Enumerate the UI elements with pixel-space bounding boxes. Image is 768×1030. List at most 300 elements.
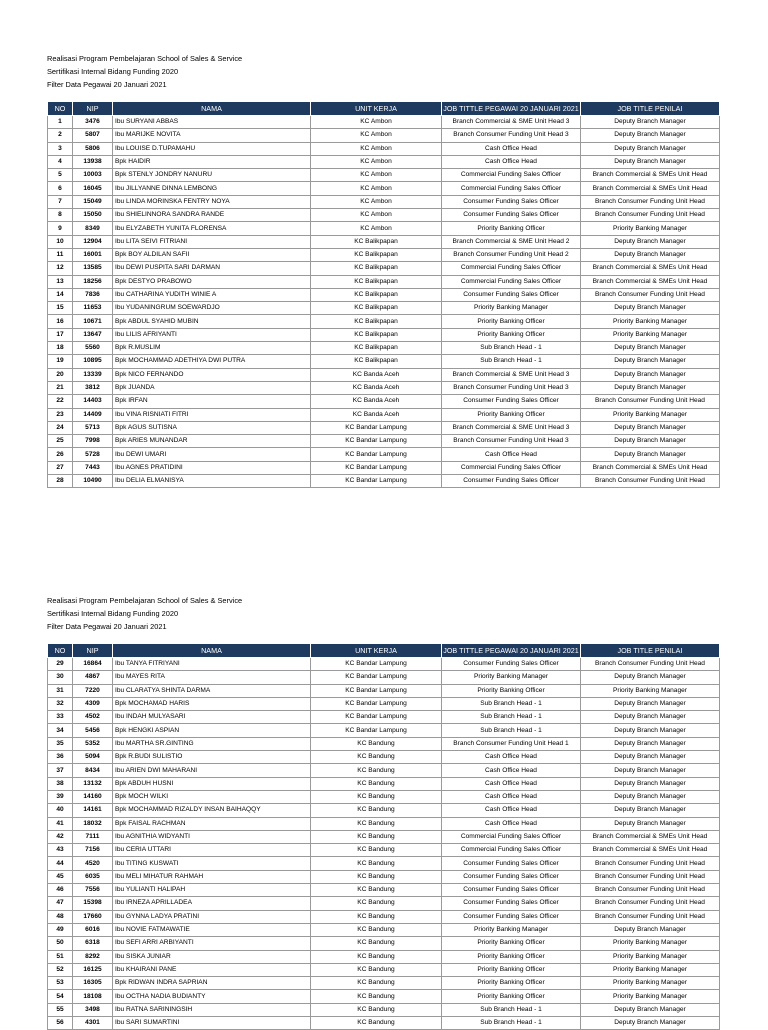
col-header-nip: NIP: [73, 102, 113, 116]
cell-job-title: Consumer Funding Sales Officer: [442, 395, 581, 408]
cell-no: 43: [48, 844, 73, 857]
cell-nip: 8434: [73, 764, 113, 777]
cell-unit-kerja: KC Balikpapan: [311, 235, 442, 248]
cell-nama: Bpk RIDWAN INDRA SAPRIAN: [113, 977, 311, 990]
table-row: [48, 315, 720, 328]
cell-unit-kerja: KC Balikpapan: [311, 262, 442, 275]
cell-no: 24: [48, 421, 73, 434]
cell-job-title: Branch Consumer Funding Unit Head 3: [442, 435, 581, 448]
table-body: [48, 116, 720, 488]
cell-no: 2: [48, 129, 73, 142]
cell-unit-kerja: KC Balikpapan: [311, 248, 442, 261]
table-header-row: [48, 102, 720, 116]
table-row: [48, 395, 720, 408]
cell-job-title-penilai: Branch Consumer Funding Unit Head: [581, 884, 720, 897]
col-header-no: NO: [48, 102, 73, 116]
cell-nama: Ibu IRNEZA APRILLADEA: [113, 897, 311, 910]
cell-nama: Bpk BOY ALDILAN SAFII: [113, 248, 311, 261]
cell-job-title-penilai: Priority Banking Manager: [581, 408, 720, 421]
table-row: [48, 342, 720, 355]
cell-nama: Ibu MAYES RITA: [113, 671, 311, 684]
cell-nip: 14160: [73, 790, 113, 803]
cell-no: 38: [48, 777, 73, 790]
cell-job-title-penilai: Deputy Branch Manager: [581, 923, 720, 936]
cell-job-title: Sub Branch Head - 1: [442, 711, 581, 724]
table-row: [48, 248, 720, 261]
cell-job-title-penilai: Deputy Branch Manager: [581, 764, 720, 777]
cell-nip: 13938: [73, 155, 113, 168]
cell-job-title: Consumer Funding Sales Officer: [442, 475, 581, 488]
table-row: [48, 155, 720, 168]
cell-nama: Ibu YUDANINGRUM SOEWARDJO: [113, 302, 311, 315]
col-header-job-title: JOB TITTLE PEGAWAI 20 JANUARI 2021: [442, 644, 581, 658]
cell-unit-kerja: KC Bandar Lampung: [311, 658, 442, 671]
cell-unit-kerja: KC Ambon: [311, 155, 442, 168]
cell-nama: Ibu TITING KUSWATI: [113, 857, 311, 870]
table-header-row: [48, 644, 720, 658]
cell-job-title-penilai: Deputy Branch Manager: [581, 142, 720, 155]
cell-nip: 13585: [73, 262, 113, 275]
report-section-1: [47, 52, 719, 488]
report-section-2: [47, 594, 719, 1030]
cell-unit-kerja: KC Bandung: [311, 977, 442, 990]
cell-no: 6: [48, 182, 73, 195]
cell-job-title: Branch Commercial & SME Unit Head 2: [442, 235, 581, 248]
table-row: [48, 302, 720, 315]
cell-no: 50: [48, 937, 73, 950]
cell-no: 19: [48, 355, 73, 368]
cell-nip: 13339: [73, 368, 113, 381]
cell-job-title-penilai: Deputy Branch Manager: [581, 751, 720, 764]
cell-nama: Ibu INDAH MULYASARI: [113, 711, 311, 724]
cell-no: 4: [48, 155, 73, 168]
table-row: [48, 870, 720, 883]
cell-unit-kerja: KC Bandar Lampung: [311, 671, 442, 684]
cell-unit-kerja: KC Bandung: [311, 897, 442, 910]
cell-unit-kerja: KC Bandung: [311, 1017, 442, 1030]
cell-nama: Bpk MOCHAMAD HARIS: [113, 697, 311, 710]
cell-job-title: Branch Consumer Funding Unit Head 1: [442, 737, 581, 750]
cell-no: 21: [48, 381, 73, 394]
table-row: [48, 724, 720, 737]
cell-nip: 15398: [73, 897, 113, 910]
cell-nip: 14409: [73, 408, 113, 421]
cell-unit-kerja: KC Bandar Lampung: [311, 697, 442, 710]
cell-job-title: Priority Banking Officer: [442, 222, 581, 235]
cell-no: 27: [48, 461, 73, 474]
table-row: [48, 737, 720, 750]
table-row: [48, 129, 720, 142]
cell-no: 42: [48, 830, 73, 843]
employee-table-2: [47, 643, 720, 1030]
cell-unit-kerja: KC Bandung: [311, 910, 442, 923]
cell-job-title: Consumer Funding Sales Officer: [442, 288, 581, 301]
table-row: [48, 697, 720, 710]
cell-job-title: Cash Office Head: [442, 142, 581, 155]
cell-unit-kerja: KC Bandung: [311, 937, 442, 950]
cell-job-title-penilai: Deputy Branch Manager: [581, 116, 720, 129]
cell-nama: Ibu YULIANTI HALIPAH: [113, 884, 311, 897]
cell-nama: Ibu TANYA FITRIYANI: [113, 658, 311, 671]
cell-nama: Ibu DEWI PUSPITA SARI DARMAN: [113, 262, 311, 275]
cell-unit-kerja: KC Bandung: [311, 923, 442, 936]
cell-job-title: Cash Office Head: [442, 764, 581, 777]
table-row: [48, 844, 720, 857]
cell-job-title-penilai: Priority Banking Manager: [581, 315, 720, 328]
cell-job-title: Consumer Funding Sales Officer: [442, 195, 581, 208]
cell-nip: 4520: [73, 857, 113, 870]
table-row: [48, 209, 720, 222]
cell-job-title-penilai: Branch Commercial & SMEs Unit Head: [581, 182, 720, 195]
cell-nip: 7443: [73, 461, 113, 474]
cell-no: 48: [48, 910, 73, 923]
cell-job-title: Consumer Funding Sales Officer: [442, 857, 581, 870]
cell-unit-kerja: KC Balikpapan: [311, 328, 442, 341]
table-row: [48, 116, 720, 129]
table-row: [48, 275, 720, 288]
cell-nama: Bpk HAIDIR: [113, 155, 311, 168]
table-row: [48, 963, 720, 976]
cell-no: 20: [48, 368, 73, 381]
cell-nip: 10003: [73, 169, 113, 182]
cell-job-title-penilai: Branch Consumer Funding Unit Head: [581, 209, 720, 222]
cell-nip: 14161: [73, 804, 113, 817]
cell-nip: 15049: [73, 195, 113, 208]
cell-job-title-penilai: Deputy Branch Manager: [581, 711, 720, 724]
cell-nip: 12904: [73, 235, 113, 248]
cell-job-title: Branch Consumer Funding Unit Head 3: [442, 381, 581, 394]
cell-unit-kerja: KC Ambon: [311, 182, 442, 195]
cell-nip: 7998: [73, 435, 113, 448]
cell-job-title: Priority Banking Officer: [442, 328, 581, 341]
cell-job-title: Branch Commercial & SME Unit Head 3: [442, 116, 581, 129]
cell-job-title-penilai: Deputy Branch Manager: [581, 421, 720, 434]
cell-job-title-penilai: Priority Banking Manager: [581, 684, 720, 697]
cell-nama: Ibu MARIJKE NOVITA: [113, 129, 311, 142]
cell-no: 30: [48, 671, 73, 684]
cell-nama: Bpk R.BUDI SULISTIO: [113, 751, 311, 764]
cell-job-title-penilai: Deputy Branch Manager: [581, 448, 720, 461]
cell-job-title-penilai: Priority Banking Manager: [581, 222, 720, 235]
cell-unit-kerja: KC Balikpapan: [311, 355, 442, 368]
cell-nip: 3498: [73, 1003, 113, 1016]
cell-unit-kerja: KC Balikpapan: [311, 315, 442, 328]
table-row: [48, 990, 720, 1003]
cell-nama: Bpk IRFAN: [113, 395, 311, 408]
table-row: [48, 448, 720, 461]
cell-unit-kerja: KC Bandung: [311, 950, 442, 963]
report-title: Realisasi Program Pembelajaran School of Sales & Service: [47, 596, 243, 605]
cell-unit-kerja: KC Ambon: [311, 142, 442, 155]
cell-no: 23: [48, 408, 73, 421]
col-header-no: NO: [48, 644, 73, 658]
cell-no: 49: [48, 923, 73, 936]
cell-unit-kerja: KC Bandar Lampung: [311, 724, 442, 737]
cell-job-title: Cash Office Head: [442, 804, 581, 817]
cell-job-title-penilai: Deputy Branch Manager: [581, 355, 720, 368]
cell-nip: 18256: [73, 275, 113, 288]
cell-unit-kerja: KC Bandung: [311, 844, 442, 857]
cell-nama: Ibu DELIA ELMANISYA: [113, 475, 311, 488]
report-filter: Filter Data Pegawai 20 Januari 2021: [47, 622, 167, 631]
cell-no: 26: [48, 448, 73, 461]
col-header-nama: NAMA: [113, 644, 311, 658]
cell-job-title: Branch Commercial & SME Unit Head 3: [442, 421, 581, 434]
cell-job-title-penilai: Deputy Branch Manager: [581, 248, 720, 261]
table-row: [48, 684, 720, 697]
cell-unit-kerja: KC Bandar Lampung: [311, 435, 442, 448]
cell-job-title: Priority Banking Officer: [442, 950, 581, 963]
cell-job-title: Priority Banking Officer: [442, 408, 581, 421]
cell-nama: Ibu JILLYANNE DINNA LEMBONG: [113, 182, 311, 195]
cell-no: 28: [48, 475, 73, 488]
cell-no: 3: [48, 142, 73, 155]
cell-no: 37: [48, 764, 73, 777]
cell-nip: 8292: [73, 950, 113, 963]
cell-job-title-penilai: Branch Consumer Funding Unit Head: [581, 870, 720, 883]
cell-nip: 16001: [73, 248, 113, 261]
cell-job-title: Commercial Funding Sales Officer: [442, 182, 581, 195]
table-row: [48, 857, 720, 870]
cell-no: 39: [48, 790, 73, 803]
cell-no: 14: [48, 288, 73, 301]
cell-no: 44: [48, 857, 73, 870]
table-row: [48, 381, 720, 394]
cell-nama: Ibu CATHARINA YUDITH WINIE A: [113, 288, 311, 301]
table-row: [48, 1003, 720, 1016]
cell-no: 7: [48, 195, 73, 208]
table-row: [48, 658, 720, 671]
cell-job-title: Consumer Funding Sales Officer: [442, 870, 581, 883]
cell-no: 8: [48, 209, 73, 222]
cell-job-title: Consumer Funding Sales Officer: [442, 209, 581, 222]
cell-unit-kerja: KC Ambon: [311, 222, 442, 235]
table-row: [48, 461, 720, 474]
cell-nama: Ibu OCTHA NADIA BUDIANTY: [113, 990, 311, 1003]
cell-no: 46: [48, 884, 73, 897]
cell-nip: 4309: [73, 697, 113, 710]
cell-job-title: Commercial Funding Sales Officer: [442, 830, 581, 843]
cell-nama: Bpk MOCH WILKI: [113, 790, 311, 803]
cell-job-title-penilai: Priority Banking Manager: [581, 977, 720, 990]
table-row: [48, 977, 720, 990]
cell-nama: Ibu KHAIRANI PANE: [113, 963, 311, 976]
cell-job-title: Cash Office Head: [442, 777, 581, 790]
cell-no: 10: [48, 235, 73, 248]
cell-nama: Bpk ARIES MUNANDAR: [113, 435, 311, 448]
cell-no: 51: [48, 950, 73, 963]
cell-nip: 16305: [73, 977, 113, 990]
cell-job-title: Cash Office Head: [442, 817, 581, 830]
cell-unit-kerja: KC Ambon: [311, 169, 442, 182]
cell-unit-kerja: KC Bandung: [311, 804, 442, 817]
report-subtitle: Sertifikasi Internal Bidang Funding 2020: [47, 67, 179, 76]
cell-nip: 16864: [73, 658, 113, 671]
cell-nama: Ibu LINDA MORINSKA FENTRY NOYA: [113, 195, 311, 208]
cell-nama: Ibu MELI MIHATUR RAHMAH: [113, 870, 311, 883]
cell-job-title: Priority Banking Officer: [442, 963, 581, 976]
cell-job-title-penilai: Deputy Branch Manager: [581, 737, 720, 750]
cell-no: 52: [48, 963, 73, 976]
cell-job-title: Sub Branch Head - 1: [442, 697, 581, 710]
cell-job-title-penilai: Branch Commercial & SMEs Unit Head: [581, 275, 720, 288]
col-header-nama: NAMA: [113, 102, 311, 116]
cell-no: 1: [48, 116, 73, 129]
cell-unit-kerja: KC Banda Aceh: [311, 408, 442, 421]
cell-job-title: Priority Banking Officer: [442, 977, 581, 990]
cell-unit-kerja: KC Bandung: [311, 963, 442, 976]
cell-nama: Ibu SARI SUMARTINI: [113, 1017, 311, 1030]
cell-nip: 5713: [73, 421, 113, 434]
cell-nama: Bpk ABDUL SYAHID MUBIN: [113, 315, 311, 328]
cell-nip: 16125: [73, 963, 113, 976]
cell-job-title-penilai: Deputy Branch Manager: [581, 790, 720, 803]
cell-unit-kerja: KC Ambon: [311, 129, 442, 142]
cell-nip: 18032: [73, 817, 113, 830]
table-row: [48, 235, 720, 248]
cell-no: 33: [48, 711, 73, 724]
col-header-unit-kerja: UNIT KERJA: [311, 102, 442, 116]
table-row: [48, 790, 720, 803]
cell-job-title-penilai: Branch Consumer Funding Unit Head: [581, 475, 720, 488]
cell-unit-kerja: KC Bandar Lampung: [311, 711, 442, 724]
cell-job-title-penilai: Branch Consumer Funding Unit Head: [581, 288, 720, 301]
cell-job-title-penilai: Branch Commercial & SMEs Unit Head: [581, 169, 720, 182]
cell-job-title: Sub Branch Head - 1: [442, 342, 581, 355]
table-row: [48, 751, 720, 764]
employee-table-1: [47, 101, 720, 488]
col-header-nip: NIP: [73, 644, 113, 658]
cell-job-title: Commercial Funding Sales Officer: [442, 275, 581, 288]
cell-job-title-penilai: Deputy Branch Manager: [581, 368, 720, 381]
cell-nama: Ibu LOUISE D.TUPAMAHU: [113, 142, 311, 155]
table-row: [48, 288, 720, 301]
cell-job-title-penilai: Deputy Branch Manager: [581, 129, 720, 142]
cell-job-title-penilai: Deputy Branch Manager: [581, 155, 720, 168]
cell-unit-kerja: KC Bandung: [311, 830, 442, 843]
cell-nama: Bpk MOCHAMMAD ADETHIYA DWI PUTRA: [113, 355, 311, 368]
table-body: [48, 658, 720, 1030]
cell-job-title: Sub Branch Head - 1: [442, 1017, 581, 1030]
cell-nama: Bpk DESTYO PRABOWO: [113, 275, 311, 288]
cell-job-title: Commercial Funding Sales Officer: [442, 262, 581, 275]
cell-unit-kerja: KC Ambon: [311, 116, 442, 129]
cell-job-title: Priority Banking Manager: [442, 671, 581, 684]
col-header-job-title-penilai: JOB TITLE PENILAI: [581, 644, 720, 658]
cell-nip: 17660: [73, 910, 113, 923]
cell-job-title: Cash Office Head: [442, 751, 581, 764]
cell-job-title-penilai: Deputy Branch Manager: [581, 342, 720, 355]
cell-no: 29: [48, 658, 73, 671]
cell-no: 55: [48, 1003, 73, 1016]
cell-job-title: Priority Banking Officer: [442, 315, 581, 328]
table-row: [48, 195, 720, 208]
cell-nama: Ibu GYNNA LADYA PRATINI: [113, 910, 311, 923]
cell-nama: Ibu SEFI ARRI ARBIYANTI: [113, 937, 311, 950]
cell-unit-kerja: KC Balikpapan: [311, 288, 442, 301]
cell-unit-kerja: KC Banda Aceh: [311, 395, 442, 408]
cell-job-title-penilai: Deputy Branch Manager: [581, 1017, 720, 1030]
cell-job-title: Commercial Funding Sales Officer: [442, 844, 581, 857]
cell-nip: 5728: [73, 448, 113, 461]
table-row: [48, 937, 720, 950]
cell-no: 12: [48, 262, 73, 275]
report-title: Realisasi Program Pembelajaran School of Sales & Service: [47, 54, 243, 63]
cell-nama: Ibu DEWI UMARI: [113, 448, 311, 461]
table-row: [48, 1017, 720, 1030]
cell-no: 32: [48, 697, 73, 710]
table-row: [48, 764, 720, 777]
cell-nip: 11653: [73, 302, 113, 315]
cell-unit-kerja: KC Bandung: [311, 764, 442, 777]
cell-nip: 6035: [73, 870, 113, 883]
cell-job-title-penilai: Deputy Branch Manager: [581, 697, 720, 710]
table-row: [48, 328, 720, 341]
cell-unit-kerja: KC Bandung: [311, 751, 442, 764]
cell-job-title: Consumer Funding Sales Officer: [442, 884, 581, 897]
cell-job-title-penilai: Deputy Branch Manager: [581, 1003, 720, 1016]
cell-nama: Bpk AGUS SUTISNA: [113, 421, 311, 434]
cell-job-title: Sub Branch Head - 1: [442, 355, 581, 368]
cell-nama: Bpk HENGKI ASPIAN: [113, 724, 311, 737]
cell-unit-kerja: KC Ambon: [311, 195, 442, 208]
cell-unit-kerja: KC Bandung: [311, 857, 442, 870]
table-row: [48, 262, 720, 275]
cell-unit-kerja: KC Bandung: [311, 1003, 442, 1016]
cell-nip: 5456: [73, 724, 113, 737]
cell-job-title-penilai: Branch Commercial & SMEs Unit Head: [581, 461, 720, 474]
cell-job-title: Priority Banking Manager: [442, 923, 581, 936]
cell-job-title-penilai: Deputy Branch Manager: [581, 381, 720, 394]
cell-nama: Ibu AGNITHIA WIDYANTI: [113, 830, 311, 843]
cell-no: 47: [48, 897, 73, 910]
report-filter: Filter Data Pegawai 20 Januari 2021: [47, 80, 167, 89]
cell-no: 36: [48, 751, 73, 764]
cell-nip: 6016: [73, 923, 113, 936]
cell-nama: Ibu MARTHA SR.GINTING: [113, 737, 311, 750]
cell-nip: 5807: [73, 129, 113, 142]
cell-job-title-penilai: Branch Consumer Funding Unit Head: [581, 857, 720, 870]
cell-job-title: Sub Branch Head - 1: [442, 724, 581, 737]
table-row: [48, 711, 720, 724]
cell-nip: 7220: [73, 684, 113, 697]
cell-unit-kerja: KC Bandung: [311, 790, 442, 803]
cell-nip: 7111: [73, 830, 113, 843]
cell-job-title-penilai: Branch Consumer Funding Unit Head: [581, 195, 720, 208]
cell-no: 35: [48, 737, 73, 750]
cell-no: 9: [48, 222, 73, 235]
cell-nama: Ibu AGNES PRATIDINI: [113, 461, 311, 474]
cell-nip: 4301: [73, 1017, 113, 1030]
cell-job-title-penilai: Branch Commercial & SMEs Unit Head: [581, 262, 720, 275]
cell-nama: Bpk R.MUSLIM: [113, 342, 311, 355]
table-row: [48, 804, 720, 817]
cell-job-title: Commercial Funding Sales Officer: [442, 461, 581, 474]
cell-nama: Bpk FAISAL RACHMAN: [113, 817, 311, 830]
cell-unit-kerja: KC Banda Aceh: [311, 368, 442, 381]
cell-unit-kerja: KC Banda Aceh: [311, 381, 442, 394]
cell-unit-kerja: KC Balikpapan: [311, 275, 442, 288]
cell-nama: Bpk MOCHAMMAD RIZALDY INSAN BAIHAQQY: [113, 804, 311, 817]
cell-nip: 5094: [73, 751, 113, 764]
cell-job-title-penilai: Deputy Branch Manager: [581, 235, 720, 248]
cell-job-title-penilai: Priority Banking Manager: [581, 937, 720, 950]
col-header-unit-kerja: UNIT KERJA: [311, 644, 442, 658]
cell-job-title: Cash Office Head: [442, 448, 581, 461]
cell-no: 5: [48, 169, 73, 182]
table-row: [48, 475, 720, 488]
cell-no: 22: [48, 395, 73, 408]
